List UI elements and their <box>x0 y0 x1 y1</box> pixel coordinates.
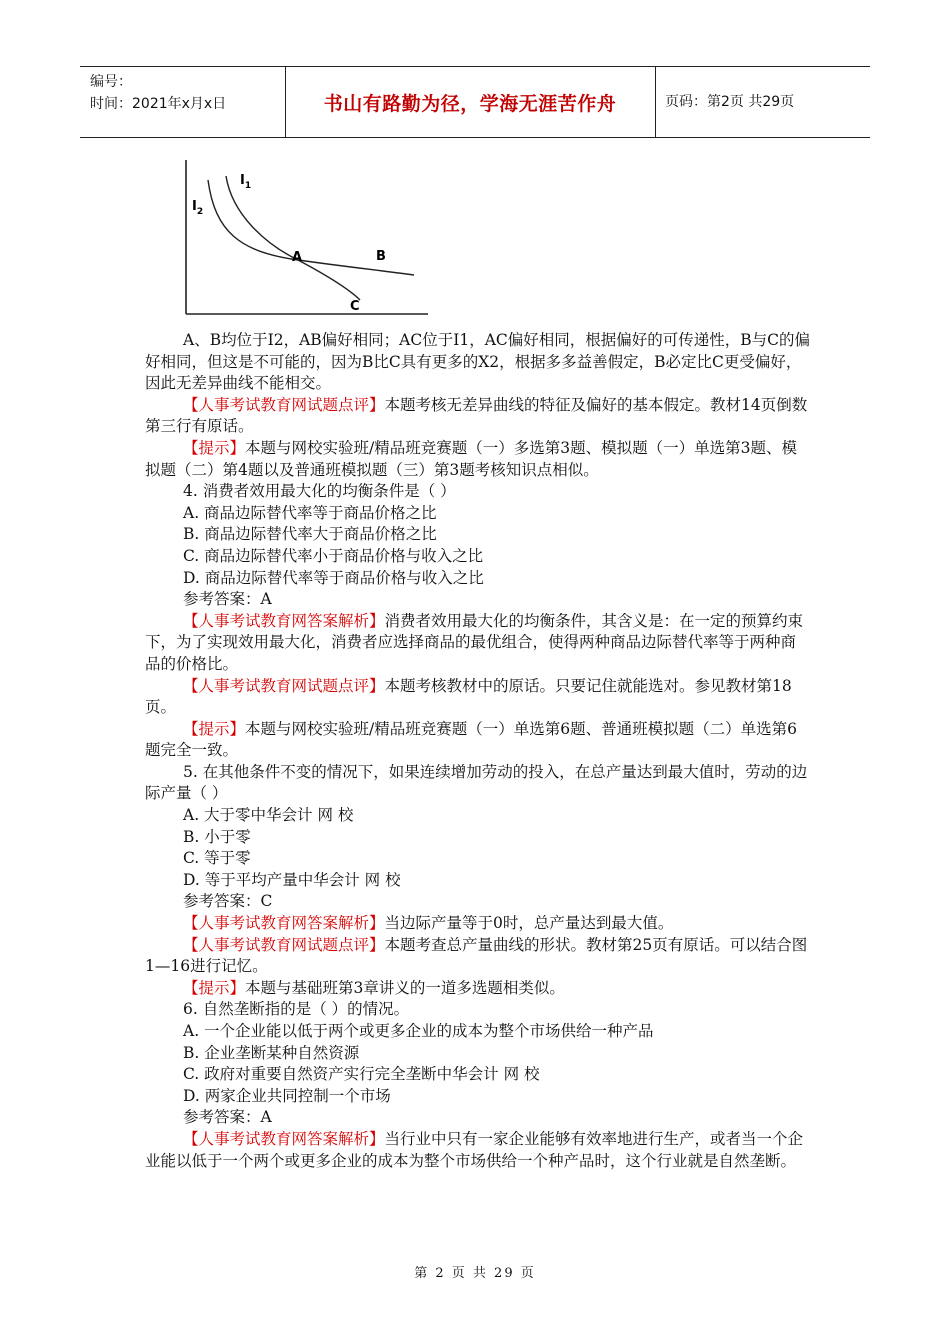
label-i2: $I_2$ <box>192 199 204 217</box>
paragraph-hint <box>145 438 810 481</box>
header-number: 编号： <box>90 74 132 90</box>
question-6-answer: 参考答案：A <box>183 1108 272 1127</box>
review-text: 本题考核无差异曲线的特征及偏好的基本假定。教材14页倒数第三行有原话。 <box>145 395 808 436</box>
hint-text: 本题与基础班第3章讲义的一道多选题相类似。 <box>245 978 565 997</box>
question-5-option-d: D. 等于平均产量中华会计 网 校 <box>183 870 401 889</box>
hint-tag: 【提示】 <box>183 719 246 738</box>
label-point-b: B <box>376 249 386 264</box>
header-motto: 书山有路勤为径，学海无涯苦作舟 <box>323 93 617 115</box>
question-5: 5. 在其他条件不变的情况下，如果连续增加劳动的投入，在总产量达到最大值时，劳动的边际产量（ ） <box>145 762 808 803</box>
header-time: 时间：2021年x月x日 <box>90 96 227 112</box>
review-tag: 【人事考试教育网试题点评】 <box>183 935 385 954</box>
page-footer: 第 2 页 共 29 页 <box>414 1266 536 1281</box>
explanation-text: 当行业中只有一家企业能够有效率地进行生产，或者当一个企业能以低于一个两个或更多企业的成本为整个市场供给一个种产品时，这个行业就是自然垄断。 <box>145 1129 804 1170</box>
question-5-option-c: C. 等于零 <box>183 849 251 868</box>
question-5-option-a: A. 大于零中华会计 网 校 <box>183 806 354 825</box>
question-5-hint <box>145 978 810 1000</box>
question-4-option-b: B. 商品边际替代率大于商品价格之比 <box>183 525 437 544</box>
question-4-answer: 参考答案：A <box>183 590 272 609</box>
question-6: 6. 自然垄断指的是（ ）的情况。 <box>183 1000 410 1019</box>
explanation-text: 当边际产量等于0时，总产量达到最大值。 <box>384 914 674 933</box>
question-4: 4. 消费者效用最大化的均衡条件是（ ） <box>183 482 456 501</box>
document-body <box>145 330 810 1172</box>
question-6-option-b: B. 企业垄断某种自然资源 <box>183 1043 360 1062</box>
question-5-explanation <box>145 913 810 935</box>
question-4-option-d: D. 商品边际替代率等于商品价格与收入之比 <box>183 568 484 587</box>
indifference-curve-figure <box>170 152 430 322</box>
curve-i1 <box>226 176 360 300</box>
hint-tag: 【提示】 <box>183 438 246 457</box>
hint-tag: 【提示】 <box>183 978 246 997</box>
paragraph-explanation: A、B均位于I2，AB偏好相同；AC位于I1，AC偏好相同，根据偏好的可传递性，B与C的偏好相同，但这是不可能的，因为B比C具有更多的X2，根据多多益善假定，B必定比C更受偏好，因此无差异曲线不能相交。 <box>145 331 810 393</box>
question-6-option-d: D. 两家企业共同控制一个市场 <box>183 1086 391 1105</box>
review-tag: 【人事考试教育网试题点评】 <box>183 395 385 414</box>
hint-text: 本题与网校实验班/精品班竞赛题（一）多选第3题、模拟题（一）单选第3题、模拟题（二）第4题以及普通班模拟题（三）第3题考核知识点相似。 <box>145 438 797 479</box>
review-tag: 【人事考试教育网试题点评】 <box>183 676 385 695</box>
review-text: 本题考查总产量曲线的形状。教材第25页有原话。可以结合图1—16进行记忆。 <box>145 935 808 976</box>
answer-tag: 【人事考试教育网答案解析】 <box>183 611 385 630</box>
label-point-c: C <box>350 299 360 314</box>
question-5-option-b: B. 小于零 <box>183 827 251 846</box>
paragraph-review <box>145 395 810 438</box>
question-6-option-a: A. 一个企业能以低于两个或更多企业的成本为整个市场供给一种产品 <box>183 1022 654 1040</box>
hint-text: 本题与网校实验班/精品班竞赛题（一）单选第6题、普通班模拟题（二）单选第6题完全一致。 <box>145 719 797 760</box>
question-5-answer: 参考答案：C <box>183 892 273 911</box>
question-4-review <box>145 676 810 719</box>
label-point-a: A <box>292 250 303 265</box>
review-text: 本题考核教材中的原话。只要记住就能选对。参见教材第18页。 <box>145 676 792 717</box>
question-4-explanation <box>145 611 810 676</box>
question-4-option-c: C. 商品边际替代率小于商品价格与收入之比 <box>183 546 484 565</box>
question-6-explanation <box>145 1129 810 1172</box>
question-4-hint <box>145 719 810 762</box>
question-4-option-a: A. 商品边际替代率等于商品价格之比 <box>183 503 437 522</box>
answer-tag: 【人事考试教育网答案解析】 <box>183 914 385 933</box>
header-divider <box>655 67 656 137</box>
explanation-text: 消费者效用最大化的均衡条件，其含义是：在一定的预算约束下，为了实现效用最大化，消费者应选择商品的最优组合，使得两种商品边际替代率等于两种商品的价格比。 <box>145 611 804 673</box>
label-i1: $I_1$ <box>240 173 252 191</box>
question-6-option-c: C. 政府对重要自然资产实行完全垄断中华会计 网 校 <box>183 1065 540 1084</box>
header-divider <box>285 67 286 137</box>
page-header <box>80 66 870 138</box>
header-page-info: 页码：第2页 共29页 <box>665 94 795 110</box>
header-meta <box>90 71 285 115</box>
question-5-review <box>145 935 810 978</box>
answer-tag: 【人事考试教育网答案解析】 <box>183 1129 385 1148</box>
